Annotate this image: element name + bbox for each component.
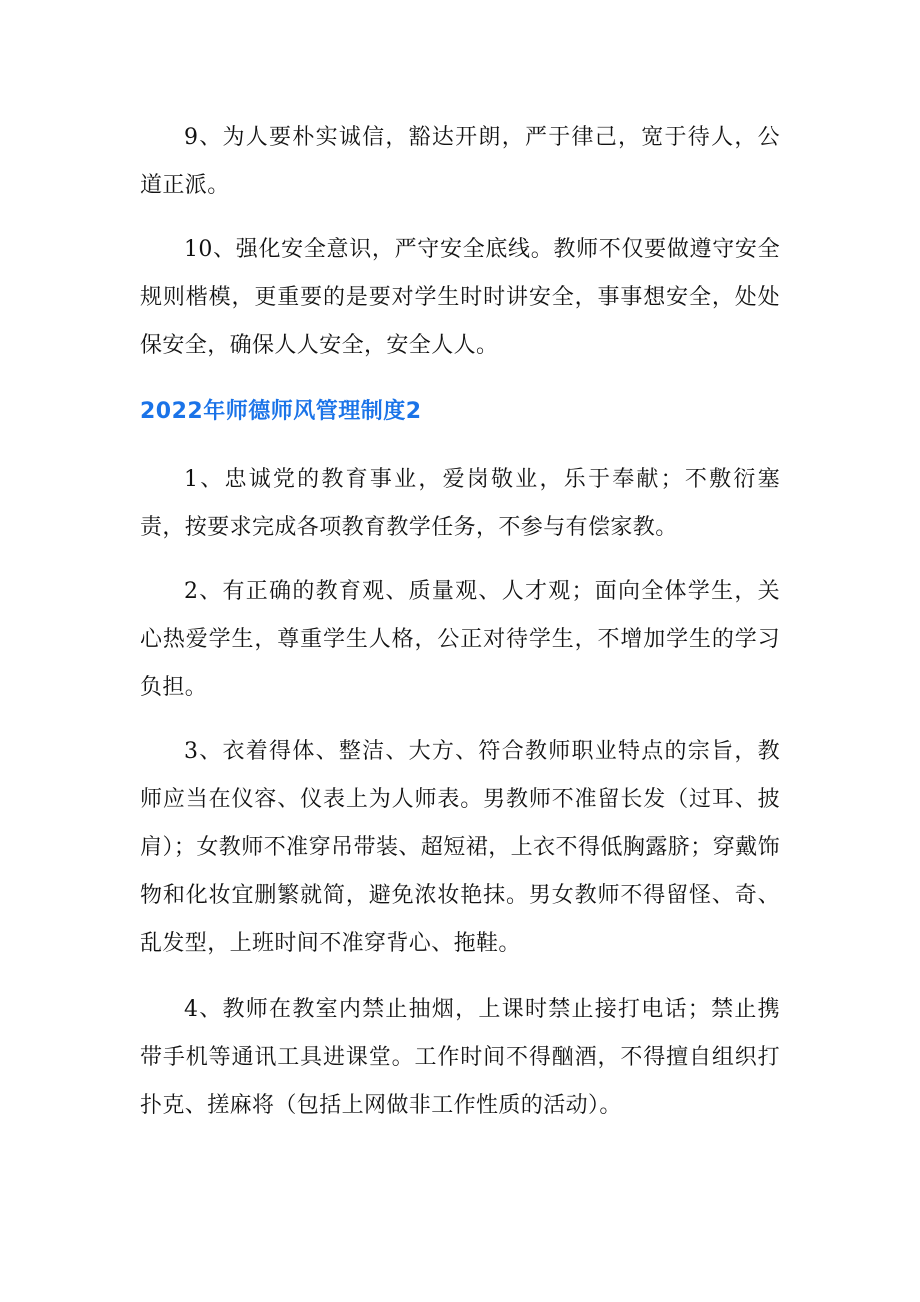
paragraph-item-1: 1、忠诚党的教育事业，爱岗敬业，乐于奉献；不敷衍塞责，按要求完成各项教育教学任务，不参与有偿家教。	[140, 467, 780, 540]
paragraph-item-9: 9、为人要朴实诚信，豁达开朗，严于律己，宽于待人，公道正派。	[140, 125, 780, 198]
paragraph-item-3: 3、衣着得体、整洁、大方、符合教师职业特点的宗旨，教师应当在仪容、仪表上为人师表。男教师不准留长发（过耳、披肩）；女教师不准穿吊带装、超短裙，上衣不得低胸露脐；穿戴饰物和化妆宜删繁就简，避免浓妆艳抹。男女教师不得留怪、奇、乱发型，上班时间不准穿背心、拖鞋。	[140, 739, 780, 956]
paragraph-item-2: 2、有正确的教育观、质量观、人才观；面向全体学生，关心热爱学生，尊重学生人格，公正对待学生，不增加学生的学习负担。	[140, 579, 780, 700]
paragraph-item-10: 10、强化安全意识，严守安全底线。教师不仅要做遵守安全规则楷模，更重要的是要对学生时时讲安全，事事想安全，处处保安全，确保人人安全，安全人人。	[140, 237, 780, 358]
section-heading: 2022年师德师风管理制度2	[140, 399, 422, 424]
paragraph-item-4: 4、教师在教室内禁止抽烟，上课时禁止接打电话；禁止携带手机等通讯工具进课堂。工作时间不得酗酒，不得擅自组织打扑克、搓麻将（包括上网做非工作性质的活动）。	[140, 997, 780, 1118]
